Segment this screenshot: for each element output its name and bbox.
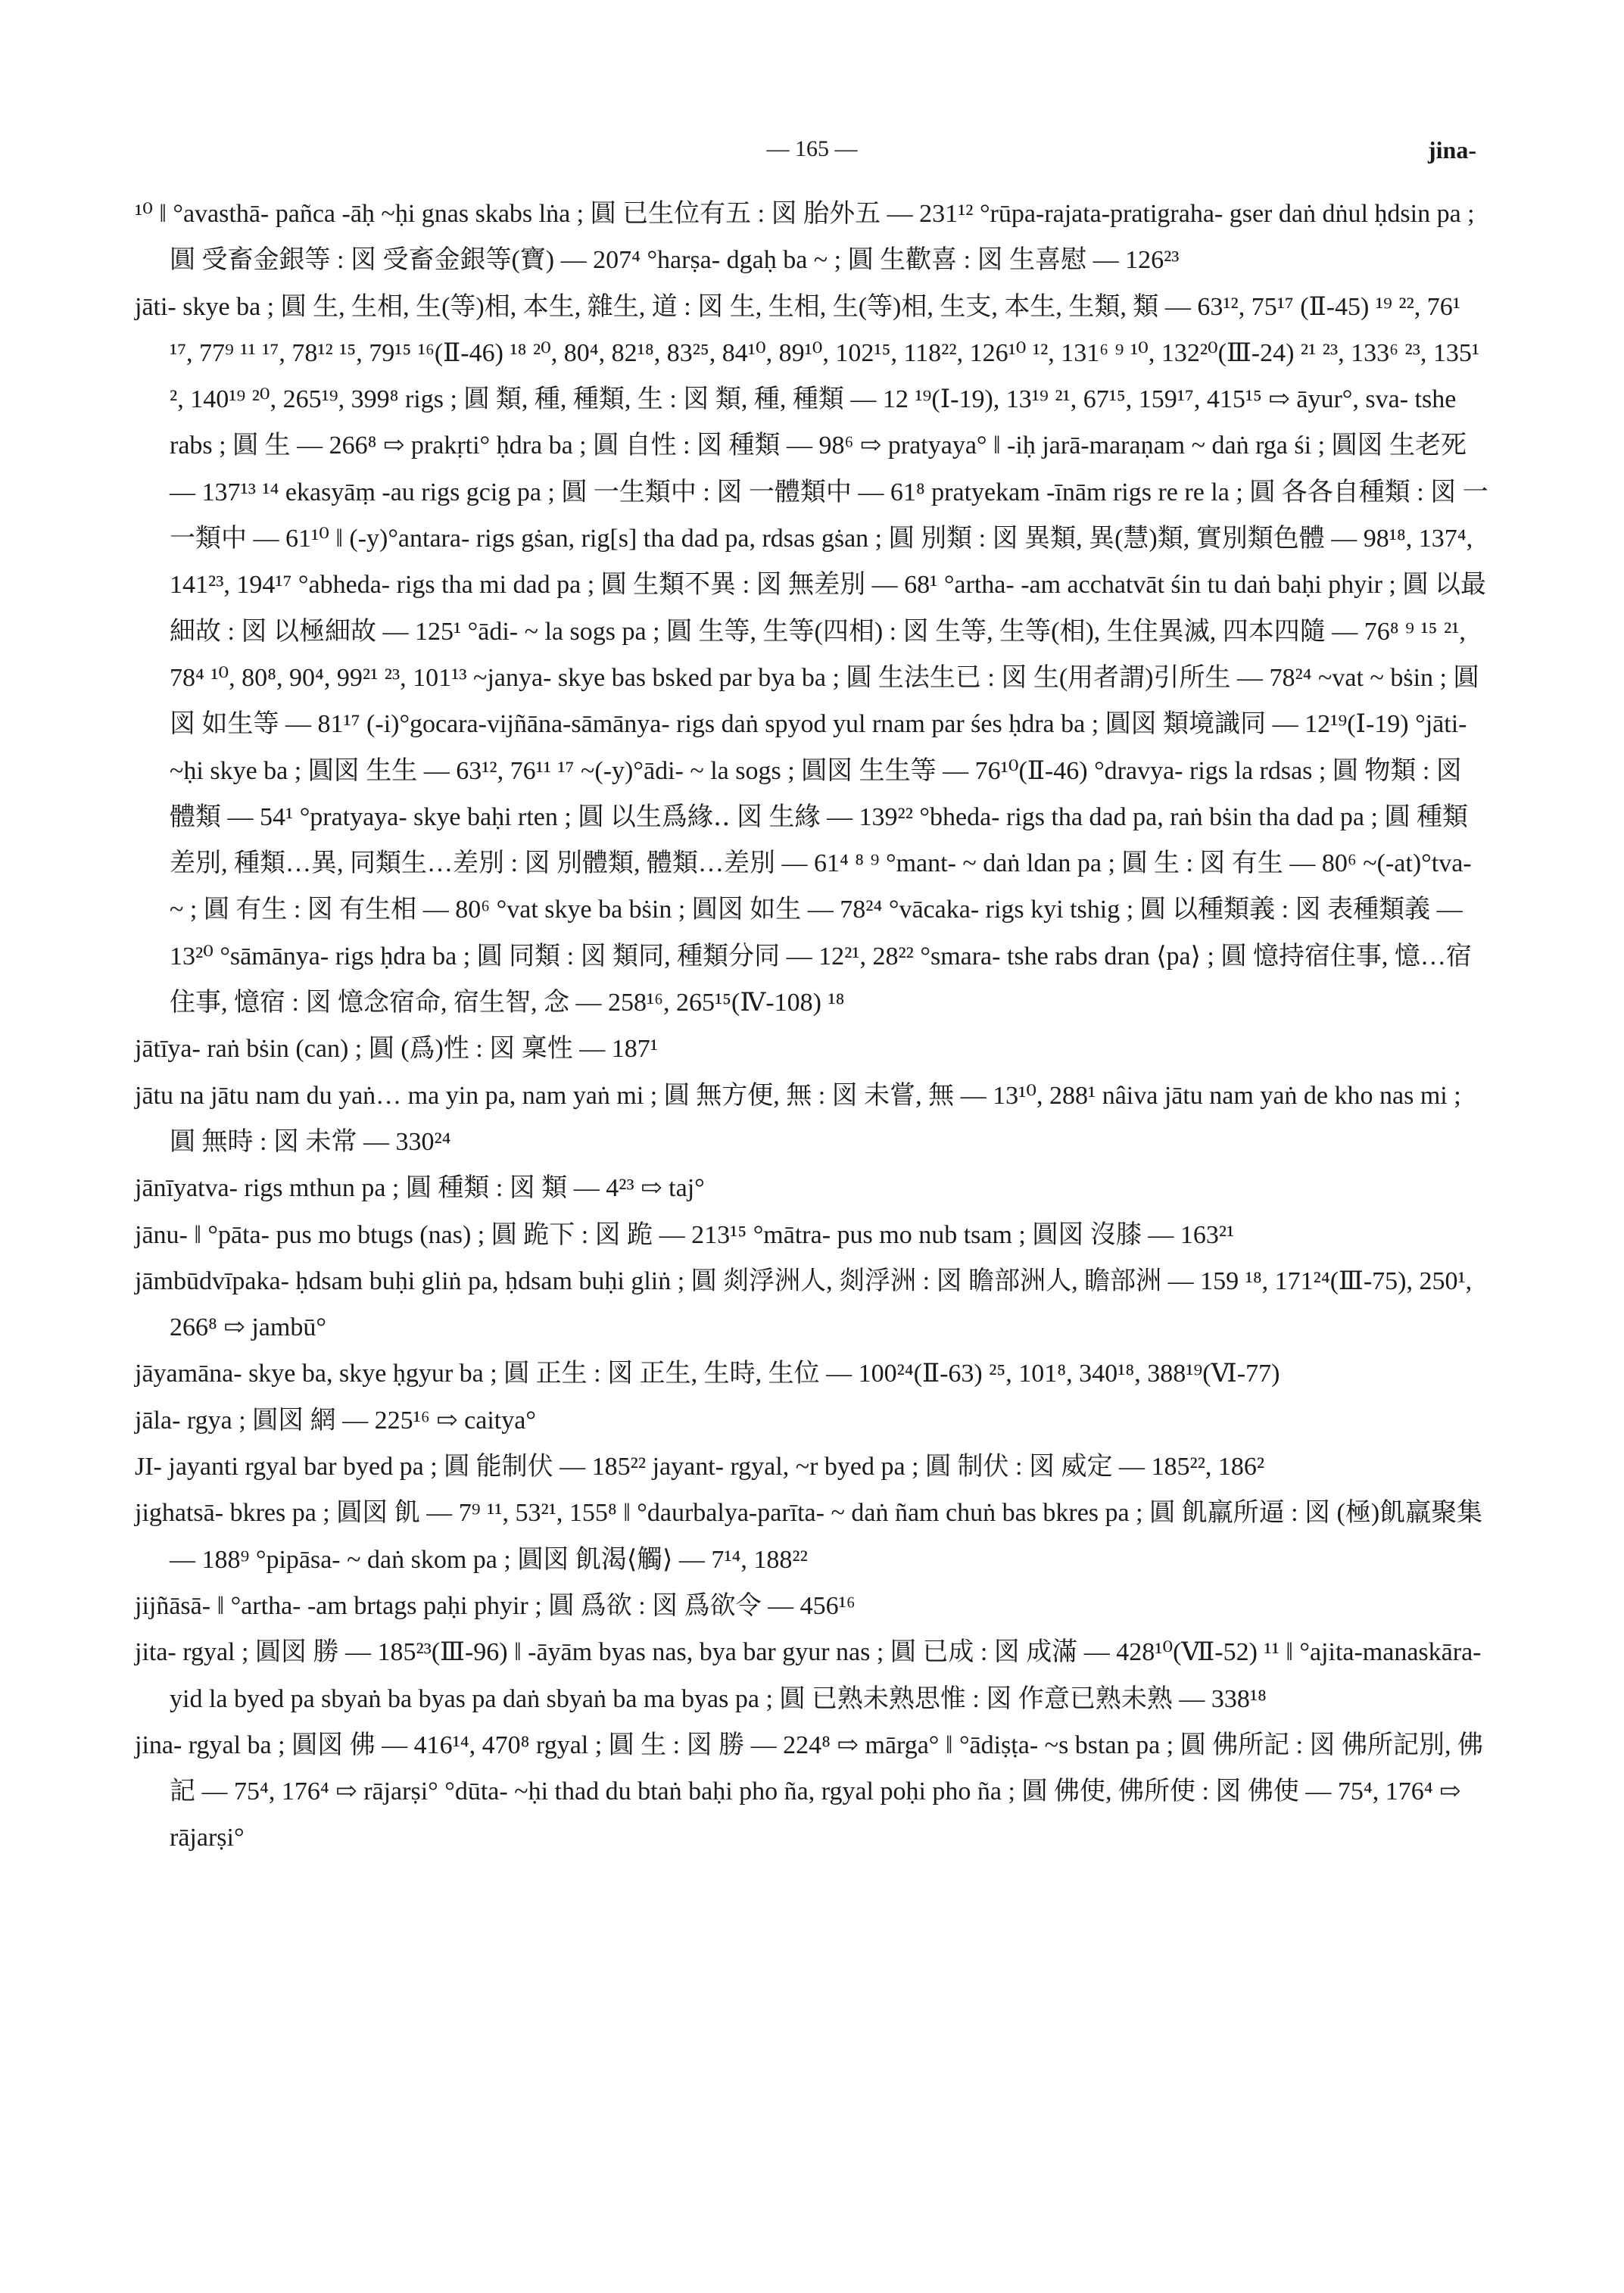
dictionary-entry: jina- rgyal ba ; 圓図 佛 — 416¹⁴, 470⁸ rgyal ; 圓 生 : 図 勝 — 224⁸ ⇨ mārga° ‖ °ādiṣṭa- ~s bstan pa ; 圓 佛所記 : 図 佛所記別, 佛記 — 75⁴, 176⁴ ⇨ rājarṣi° °dūta- ~ḥi thad du btaṅ baḥi pho ña, rgyal poḥi pho ña ; 圓 佛使, 佛所使 : 図 佛使 — 75⁴, 176⁴ ⇨ rājarṣi° [135, 1731, 1484, 1852]
dictionary-entry: jijñāsā- ‖ °artha- -am brtags paḥi phyir ; 圓 爲欲 : 図 爲欲令 — 456¹⁶ [135, 1591, 856, 1620]
dictionary-entry: jānīyatva- rigs mthun pa ; 圓 種類 : 図 類 — 4²³ ⇨ taj° [135, 1174, 705, 1203]
page-header [0, 136, 1624, 174]
page-number: — 165 — [766, 136, 858, 161]
dictionary-entry: jātīya- raṅ bṡin (can) ; 圓 (爲)性 : 図 稟性 — 187¹ [135, 1035, 658, 1064]
dictionary-entry: jighatsā- bkres pa ; 圓図 飢 — 7⁹ ¹¹, 53²¹, 155⁸ ‖ °daurbalya-parīta- ~ daṅ ñam chuṅ bas bkres pa ; 圓 飢羸所逼 : 図 (極)飢羸聚集 — 188⁹ °pipāsa- ~ daṅ skom pa ; 圓図 飢渴⟨觸⟩ — 7¹⁴, 188²² [135, 1499, 1483, 1574]
entries-body [135, 191, 1490, 1862]
dictionary-entry: jāti- skye ba ; 圓 生, 生相, 生(等)相, 本生, 雜生, 道 : 図 生, 生相, 生(等)相, 生支, 本生, 生類, 類 — 63¹², 75¹⁷ (Ⅱ-45) ¹⁹ ²², 76¹ ¹⁷, 77⁹ ¹¹ ¹⁷, 78¹² ¹⁵, 79¹⁵ ¹⁶(Ⅱ-46) ¹⁸ ²⁰, 80⁴, 82¹⁸, 83²⁵, 84¹⁰, 89¹⁰, 102¹⁵, 118²², 126¹⁰ ¹², 131⁶ ⁹ ¹⁰, 132²⁰(Ⅲ-24) ²¹ ²³, 133⁶ ²³, 135¹ ², 140¹⁹ ²⁰, 265¹⁹, 399⁸ rigs ; 圓 類, 種, 種類, 生 : 図 類, 種, 種類 — 12 ¹⁹(Ⅰ-19), 13¹⁹ ²¹, 67¹⁵, 159¹⁷, 415¹⁵ ⇨ āyur°, sva- tshe rabs ; 圓 生 — 266⁸ ⇨ prakṛti° ḥdra ba ; 圓 自性 : 図 種類 — 98⁶ ⇨ pratyaya° ‖ -iḥ jarā-maraṇam ~ daṅ rga śi ; 圓図 生老死 — 137¹³ ¹⁴ ekasyāṃ -au rigs gcig pa ; 圓 一生類中 : 図 一體類中 — 61⁸ pratyekam -īnām rigs re re la ; 圓 各各自種類 : 図 一一類中 — 61¹⁰ ‖ (-y)°antara- rigs gṡan, rig[s] tha dad pa, rdsas gṡan ; 圓 別類 : 図 異類, 異(慧)類, 實別類色體 — 98¹⁸, 137⁴, 141²³, 194¹⁷ °abheda- rigs tha mi dad pa ; 圓 生類不異 : 図 無差別 — 68¹ °artha- -am acchatvāt śin tu daṅ baḥi phyir ; 圓 以最細故 : 図 以極細故 — 125¹ °ādi- ~ la sogs pa ; 圓 生等, 生等(四相) : 図 生等, 生等(相), 生住異滅, 四本四隨 — 76⁸ ⁹ ¹⁵ ²¹, 78⁴ ¹⁰, 80⁸, 90⁴, 99²¹ ²³, 101¹³ ~janya- skye bas bsked par bya ba ; 圓 生法生已 : 図 生(用者謂)引所生 — 78²⁴ ~vat ~ bṡin ; 圓図 如生等 — 81¹⁷ (-i)°gocara-vijñāna-sāmānya- rigs daṅ spyod yul rnam par śes ḥdra ba ; 圓図 類境識同 — 12¹⁹(Ⅰ-19) °jāti- ~ḥi skye ba ; 圓図 生生 — 63¹², 76¹¹ ¹⁷ ~(-y)°ādi- ~ la sogs ; 圓図 生生等 — 76¹⁰(Ⅱ-46) °dravya- rigs la rdsas ; 圓 物類 : 図 體類 — 54¹ °pratyaya- skye baḥi rten ; 圓 以生爲緣‥ 図 生緣 — 139²² °bheda- rigs tha dad pa, raṅ bṡin tha dad pa ; 圓 種類差別, 種類…異, 同類生…差別 : 図 別體類, 體類…差別 — 61⁴ ⁸ ⁹ °mant- ~ daṅ ldan pa ; 圓 生 : 図 有生 — 80⁶ ~(-at)°tva- ~ ; 圓 有生 : 図 有生相 — 80⁶ °vat skye ba bṡin ; 圓図 如生 — 78²⁴ °vācaka- rigs kyi tshig ; 圓 以種類義 : 図 表種類義 — 13²⁰ °sāmānya- rigs ḥdra ba ; 圓 同類 : 図 類同, 種類分同 — 12²¹, 28²² °smara- tshe rabs dran ⟨pa⟩ ; 圓 憶持宿住事, 憶…宿住事, 憶宿 : 図 憶念宿命, 宿生智, 念 — 258¹⁶, 265¹⁵(Ⅳ-108) ¹⁸ [135, 292, 1488, 1017]
running-head: jina- [1428, 136, 1476, 164]
dictionary-entry: JI- jayanti rgyal bar byed pa ; 圓 能制伏 — 185²² jayant- rgyal, ~r byed pa ; 圓 制伏 : 図 威定 — 185²², 186² [135, 1453, 1265, 1481]
dictionary-entry: jita- rgyal ; 圓図 勝 — 185²³(Ⅲ-96) ‖ -āyām byas nas, bya bar gyur nas ; 圓 已成 : 図 成滿 — 428¹⁰(Ⅶ-52) ¹¹ ‖ °ajita-manaskāra- yid la byed pa sbyaṅ ba byas pa daṅ sbyaṅ ba ma byas pa ; 圓 已熟未熟思惟 : 図 作意已熟未熟 — 338¹⁸ [135, 1638, 1482, 1713]
dictionary-entry: jāla- rgya ; 圓図 網 — 225¹⁶ ⇨ caitya° [135, 1406, 536, 1435]
dictionary-entry: jāmbūdvīpaka- ḥdsam buḥi gliṅ pa, ḥdsam buḥi gliṅ ; 圓 剡浮洲人, 剡浮洲 : 図 瞻部洲人, 瞻部洲 — 159 ¹⁸, 171²⁴(Ⅲ-75), 250¹, 266⁸ ⇨ jambū° [135, 1266, 1473, 1342]
dictionary-entry: ¹⁰ ‖ °avasthā- pañca -āḥ ~ḥi gnas skabs lṅa ; 圓 已生位有五 : 図 胎外五 — 231¹² °rūpa-rajata-pratigraha- gser daṅ dṅul ḥdsin pa ; 圓 受畜金銀等 : 図 受畜金銀等(寶) — 207⁴ °harṣa- dgaḥ ba ~ ; 圓 生歡喜 : 図 生喜慰 — 126²³ [135, 200, 1475, 275]
dictionary-entry: jānu- ‖ °pāta- pus mo btugs (nas) ; 圓 跪下 : 図 跪 — 213¹⁵ °mātra- pus mo nub tsam ; 圓図 沒膝 — 163²¹ [135, 1220, 1235, 1249]
dictionary-entry: jāyamāna- skye ba, skye ḥgyur ba ; 圓 正生 : 図 正生, 生時, 生位 — 100²⁴(Ⅱ-63) ²⁵, 101⁸, 340¹⁸, 388¹⁹(Ⅵ-77) [135, 1360, 1280, 1388]
dictionary-entry: jātu na jātu nam du yaṅ… ma yin pa, nam yaṅ mi ; 圓 無方便, 無 : 図 未嘗, 無 — 13¹⁰, 288¹ nâiva jātu nam yaṅ de kho nas mi ; 圓 無時 : 図 未常 — 330²⁴ [135, 1081, 1461, 1156]
